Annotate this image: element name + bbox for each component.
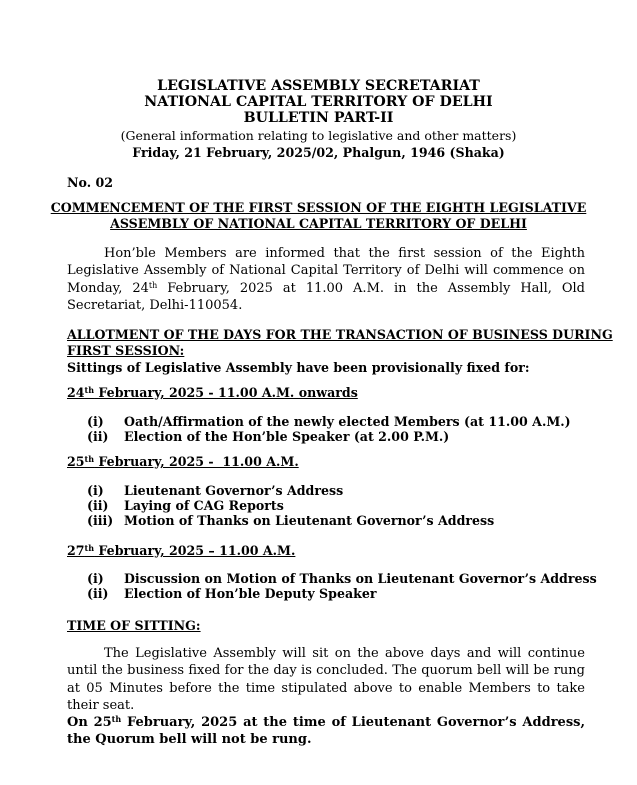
commencement-title-line-2: ASSEMBLY OF NATIONAL CAPITAL TERRITORY OF DELHI [110,216,527,231]
day-number: 24 [67,385,85,400]
allotment-title-line-2: FIRST SESSION: [67,343,185,358]
list-item [87,513,494,528]
day-number: 25 [67,454,85,469]
commencement-title-line-1: COMMENCEMENT OF THE FIRST SESSION OF THE EIGHTH LEGISLATIVE [50,200,587,215]
list-item-number: (ii) [87,586,109,601]
list-item-text: Lieutenant Governor’s Address [124,483,344,498]
sitting-bold-a: On 25 [67,715,112,731]
list-item-text: Election of Hon’ble Deputy Speaker [124,586,377,601]
day-rest: February, 2025 - 11.00 A.M. [94,454,299,469]
day-heading-25 [67,454,299,469]
list-item-number: (ii) [87,429,109,444]
header-line-2: NATIONAL CAPITAL TERRITORY OF DELHI [144,94,493,110]
list-item [87,483,343,498]
allotment-intro: Sittings of Legislative Assembly have been provisionally fixed for: [67,360,530,375]
commencement-text-sup: th [148,280,158,290]
day-number: 27 [67,543,85,558]
list-item-text: Discussion on Motion of Thanks on Lieutenant Governor’s Address [124,571,597,586]
header-subtitle: (General information relating to legislative and other matters) [120,128,517,143]
day-sup: th [84,454,95,464]
sitting-title: TIME OF SITTING: [67,618,201,633]
bulletin-number: No. 02 [67,175,113,190]
list-item-text: Motion of Thanks on Lieutenant Governor’s Address [124,513,495,528]
list-item [87,414,571,429]
allotment-title-line-1: ALLOTMENT OF THE DAYS FOR THE TRANSACTION OF BUSINESS DURING [67,327,613,342]
list-item-number: (i) [87,483,104,498]
list-item-number: (i) [87,571,104,586]
day-heading-24 [67,385,358,400]
list-item-text: Election of the Hon’ble Speaker (at 2.00 P.M.) [124,429,450,444]
sitting-bold-b: February, 2025 at the time of Lieutenant Governor’s Address, the Quorum bell will not be rung. [67,715,585,748]
sitting-bold-note [67,714,585,749]
list-item [87,586,377,601]
list-item-number: (i) [87,414,104,429]
day-heading-27 [67,543,295,558]
day-sup: th [84,385,95,395]
header-line-1: LEGISLATIVE ASSEMBLY SECRETARIAT [157,78,480,94]
list-item [87,429,449,444]
header-date-line: Friday, 21 February, 2025/02, Phalgun, 1946 (Shaka) [132,145,505,160]
sitting-paragraph [67,645,585,749]
list-item [87,571,597,586]
header-line-3: BULLETIN PART-II [243,110,394,126]
list-item-number: (ii) [87,498,109,513]
list-item-number: (iii) [87,513,114,528]
day-sup: th [84,543,95,553]
commencement-paragraph [67,245,585,314]
list-item-text: Laying of CAG Reports [124,498,284,513]
sitting-bold-sup: th [111,714,122,725]
day-rest: February, 2025 - 11.00 A.M. onwards [94,385,358,400]
commencement-text-a: Hon’ble Members are informed that the first session of the Eighth Legislative Assembly of National Capital Territory of Delhi will commence on Monday, 24 [67,246,585,296]
commencement-text-b: February, 2025 at 11.00 A.M. in the Assembly Hall, Old Secretariat, Delhi-110054. [67,280,585,313]
sitting-text: The Legislative Assembly will sit on the above days and will continue until the business fixed for the day is concluded. The quorum bell will be rung at 05 Minutes before the time stipulated above to enable Members to take their seat. [67,646,585,713]
day-rest: February, 2025 – 11.00 A.M. [94,543,296,558]
list-item-text: Oath/Affirmation of the newly elected Members (at 11.00 A.M.) [124,414,571,429]
list-item [87,498,284,513]
